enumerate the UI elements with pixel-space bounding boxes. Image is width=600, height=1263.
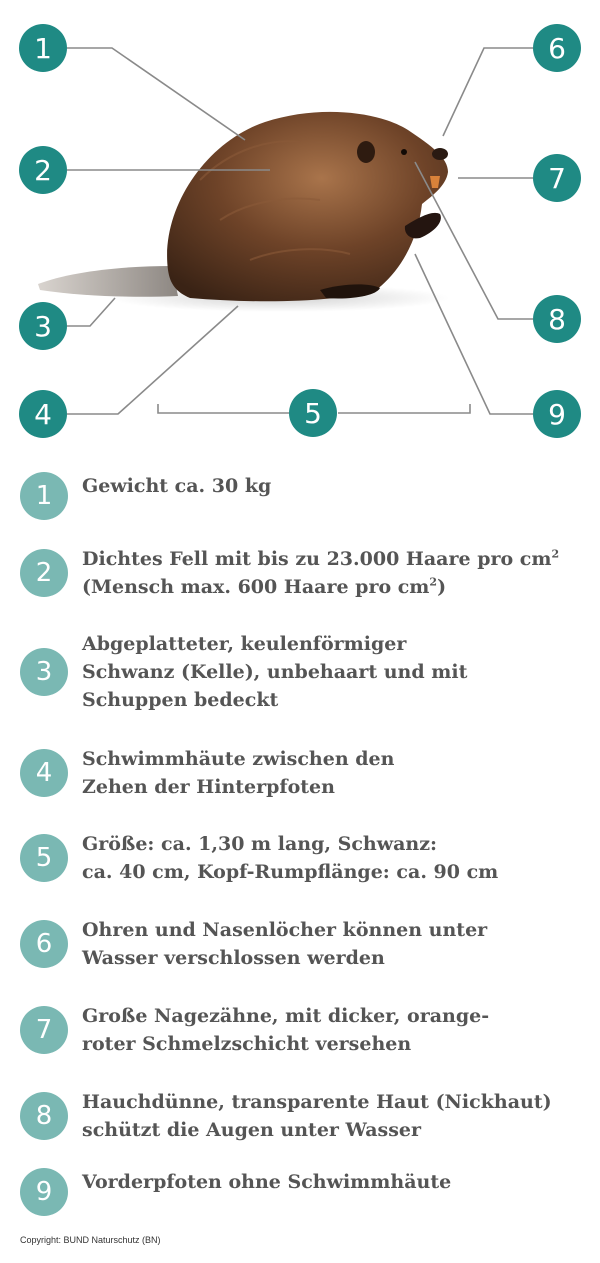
legend-description	[82, 1002, 582, 1058]
legend-text-line: Größe: ca. 1,30 m lang, Schwanz:	[82, 833, 438, 855]
marker-number: 6	[548, 32, 566, 65]
legend-badge: 3	[20, 648, 68, 696]
superscript: 2	[429, 575, 438, 589]
legend-text-line: Abgeplatteter, keulenförmiger	[82, 633, 407, 655]
legend-text-line: schützt die Augen unter Wasser	[82, 1119, 422, 1141]
beaver-illustration	[38, 112, 450, 312]
legend-text-line: Schwanz (Kelle), unbehaart und mit	[82, 661, 468, 683]
legend-badge: 8	[20, 1092, 68, 1140]
legend-text-line: ca. 40 cm, Kopf-Rumpflänge: ca. 90 cm	[82, 861, 499, 883]
legend-badge: 2	[20, 549, 68, 597]
legend-item-7	[20, 1002, 585, 1062]
legend-badge: 5	[20, 834, 68, 882]
legend-text-line: )	[437, 576, 447, 598]
marker-number: 9	[548, 398, 566, 431]
marker-number: 2	[34, 154, 52, 187]
marker-6	[533, 24, 581, 72]
beaver-body	[167, 112, 448, 301]
legend-item-8	[20, 1088, 585, 1148]
marker-7	[533, 154, 581, 202]
marker-number: 5	[304, 397, 322, 430]
beaver-diagram	[0, 0, 600, 450]
legend-item-6	[20, 916, 585, 976]
marker-number: 7	[548, 162, 566, 195]
beaver-nose	[432, 148, 448, 160]
marker-8	[533, 295, 581, 343]
legend-text-line: Schwimmhäute zwischen den	[82, 748, 395, 770]
superscript: 2	[551, 547, 560, 561]
legend-description	[82, 745, 582, 801]
legend-text-line: Gewicht ca. 30 kg	[82, 475, 272, 497]
legend-description	[82, 472, 582, 500]
legend-badge: 4	[20, 749, 68, 797]
marker-4	[19, 390, 67, 438]
marker-5	[289, 389, 337, 437]
beaver-ear	[357, 141, 375, 163]
legend-description	[82, 630, 582, 714]
legend-text-line: Zehen der Hinterpfoten	[82, 776, 335, 798]
legend-description	[82, 1168, 582, 1196]
legend-badge: 6	[20, 920, 68, 968]
legend-item-4	[20, 745, 585, 805]
beaver-tail	[38, 266, 178, 297]
legend-text-line: Dichtes Fell mit bis zu 23.000 Haare pro cm	[82, 548, 552, 570]
legend-item-9	[20, 1168, 585, 1228]
legend-text-line: Hauchdünne, transparente Haut (Nickhaut)	[82, 1091, 552, 1113]
copyright-text: Copyright: BUND Naturschutz (BN)	[20, 1235, 161, 1245]
legend-text-line: Vorderpfoten ohne Schwimmhäute	[82, 1171, 452, 1193]
marker-number: 8	[548, 303, 566, 336]
marker-number: 3	[34, 310, 52, 343]
legend-text-line: roter Schmelzschicht versehen	[82, 1033, 412, 1055]
legend-text-line: Große Nagezähne, mit dicker, orange-	[82, 1005, 490, 1027]
marker-number: 1	[34, 32, 52, 65]
legend-text-line: (Mensch max. 600 Haare pro cm	[82, 576, 430, 598]
legend-text-line: Schuppen bedeckt	[82, 689, 279, 711]
legend-text-line: Wasser verschlossen werden	[82, 947, 385, 969]
beaver-eye	[401, 149, 407, 155]
legend-description	[82, 1088, 582, 1144]
legend-item-5	[20, 830, 585, 890]
legend-badge: 7	[20, 1006, 68, 1054]
marker-3	[19, 302, 67, 350]
legend-description	[82, 545, 582, 601]
marker-1	[19, 24, 67, 72]
legend-description	[82, 916, 582, 972]
marker-2	[19, 146, 67, 194]
legend-badge: 1	[20, 472, 68, 520]
marker-number: 4	[34, 398, 52, 431]
legend-item-2	[20, 545, 585, 605]
legend-text-line: Ohren und Nasenlöcher können unter	[82, 919, 488, 941]
legend-item-1	[20, 472, 585, 532]
legend-description	[82, 830, 582, 886]
marker-9	[533, 390, 581, 438]
legend-badge: 9	[20, 1168, 68, 1216]
legend-item-3	[20, 630, 585, 711]
